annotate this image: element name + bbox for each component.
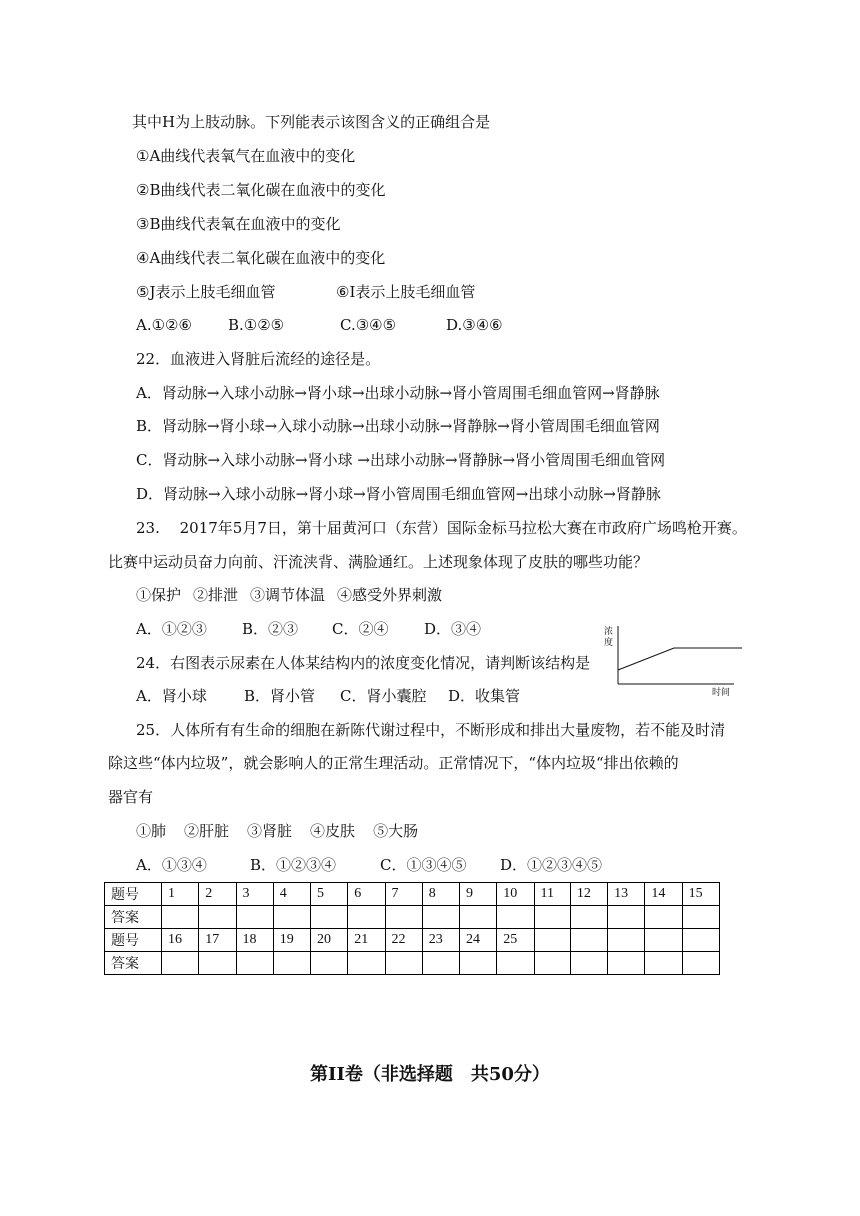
table-cell: 6	[348, 883, 385, 906]
answer-cell[interactable]	[422, 952, 459, 975]
table-cell: 7	[385, 883, 422, 906]
table-cell: 15	[682, 883, 719, 906]
q21-choice-a: A.①②⑥	[136, 316, 192, 334]
answer-table-row-numbers-2	[105, 929, 720, 952]
answer-cell[interactable]	[570, 952, 607, 975]
answer-cell[interactable]	[273, 952, 310, 975]
answer-cell[interactable]	[162, 906, 199, 929]
q21-option-4: ④A曲线代表二氧化碳在血液中的变化	[136, 249, 386, 267]
q22-option-a: A．肾动脉→入球小动脉→肾小球→出球小动脉→肾小管周围毛细血管网→肾静脉	[136, 384, 660, 402]
table-cell: 24	[460, 929, 497, 952]
answer-cell[interactable]	[236, 952, 273, 975]
answer-cell[interactable]	[162, 952, 199, 975]
q25-items	[136, 821, 418, 841]
table-cell: 20	[311, 929, 348, 952]
answer-table-row-answers-2	[105, 952, 720, 975]
answer-cell[interactable]	[199, 906, 236, 929]
table-cell	[608, 929, 645, 952]
q22-stem: 22．血液进入肾脏后流经的途径是。	[136, 350, 381, 368]
table-cell: 23	[422, 929, 459, 952]
graph-ylabel-2: 度	[604, 638, 614, 648]
graph-ylabel-1: 浓	[604, 627, 614, 637]
q23-stem-line1: 23. 2017年5月7日，第十届黄河口（东营）国际金标马拉松大赛在市政府广场鸣枪开赛。	[136, 519, 747, 537]
answer-cell[interactable]	[497, 952, 534, 975]
q23-items	[136, 585, 442, 605]
q25-item-2: ②肝脏	[184, 822, 230, 840]
q21-choice-c: C.③④⑤	[340, 316, 397, 334]
q25-choice-a: A．①③④	[136, 856, 207, 874]
q22-option-c: C．肾动脉→入球小动脉→肾小球 →出球小动脉→肾静脉→肾小管周围毛细血管网	[136, 451, 666, 469]
q24-concentration-graph	[602, 622, 742, 698]
table-cell: 11	[534, 883, 570, 906]
q21-option-3: ③B曲线代表氧在血液中的变化	[136, 215, 341, 233]
table-cell	[570, 929, 607, 952]
table-label-answer: 答案	[105, 906, 162, 929]
answer-cell[interactable]	[534, 906, 570, 929]
q25-item-4: ④皮肤	[310, 822, 356, 840]
table-cell	[534, 929, 570, 952]
q24-stem: 24．右图表示尿素在人体某结构内的浓度变化情况，请判断该结构是	[136, 654, 591, 672]
q23-item-2: ②排泄	[193, 586, 239, 604]
q24-choice-d: D．收集管	[448, 687, 521, 705]
answer-cell[interactable]	[348, 952, 385, 975]
q25-stem-line3: 器官有	[108, 788, 154, 806]
table-cell: 10	[497, 883, 534, 906]
answer-cell[interactable]	[236, 906, 273, 929]
q21-option-5: ⑤J表示上肢毛细血管	[136, 283, 276, 301]
table-cell: 13	[608, 883, 645, 906]
table-label-question: 题号	[105, 883, 162, 906]
table-cell: 22	[385, 929, 422, 952]
q25-item-3: ③肾脏	[247, 822, 293, 840]
table-cell: 8	[422, 883, 459, 906]
q21-stem-tail: 其中H为上肢动脉。下列能表示该图含义的正确组合是	[132, 113, 491, 131]
answer-cell[interactable]	[534, 952, 570, 975]
answer-cell[interactable]	[645, 906, 682, 929]
answer-table-row-answers-1	[105, 906, 720, 929]
table-cell: 16	[162, 929, 199, 952]
q21-choice-b: B.①②⑤	[228, 316, 285, 334]
q22-option-b: B．肾动脉→肾小球→入球小动脉→出球小动脉→肾静脉→肾小管周围毛细血管网	[136, 417, 660, 435]
table-label-question: 题号	[105, 929, 162, 952]
q21-option-2: ②B曲线代表二氧化碳在血液中的变化	[136, 181, 386, 199]
answer-cell[interactable]	[682, 952, 719, 975]
graph-xlabel: 时间	[712, 688, 731, 698]
table-cell: 14	[645, 883, 682, 906]
q25-stem-line1: 25．人体所有有生命的细胞在新陈代谢过程中，不断形成和排出大量废物，若不能及时清	[136, 721, 726, 739]
q21-choice-d: D.③④⑥	[446, 316, 503, 334]
answer-cell[interactable]	[497, 906, 534, 929]
table-cell: 1	[162, 883, 199, 906]
q21-option-6: ⑥I表示上肢毛细血管	[336, 283, 476, 301]
q23-item-3: ③调节体温	[250, 586, 326, 604]
answer-cell[interactable]	[273, 906, 310, 929]
section-2-title: 第II卷（非选择题 共50分）	[310, 1064, 550, 1085]
table-cell: 2	[199, 883, 236, 906]
answer-cell[interactable]	[311, 906, 348, 929]
table-cell: 21	[348, 929, 385, 952]
q23-choice-d: D．③④	[424, 620, 482, 638]
answer-cell[interactable]	[348, 906, 385, 929]
answer-cell[interactable]	[645, 952, 682, 975]
table-cell: 17	[199, 929, 236, 952]
answer-cell[interactable]	[385, 906, 422, 929]
answer-cell[interactable]	[570, 906, 607, 929]
answer-cell[interactable]	[460, 906, 497, 929]
q23-stem-line2: 比赛中运动员奋力向前、汗流浃背、满脸通红。上述现象体现了皮肤的哪些功能？	[108, 553, 649, 571]
graph-curve	[618, 648, 742, 670]
answer-cell[interactable]	[385, 952, 422, 975]
q23-choice-b: B．②③	[242, 620, 299, 638]
answer-cell[interactable]	[460, 952, 497, 975]
table-cell: 12	[570, 883, 607, 906]
table-cell: 19	[273, 929, 310, 952]
table-cell: 5	[311, 883, 348, 906]
q25-item-5: ⑤大肠	[373, 822, 419, 840]
q25-choice-b: B．①②③④	[250, 856, 337, 874]
q25-stem-line2: 除这些“体内垃圾”，就会影响人的正常生理活动。正常情况下，“体内垃圾“排出依赖的	[108, 754, 679, 772]
table-cell: 25	[497, 929, 534, 952]
table-cell: 3	[236, 883, 273, 906]
answer-cell[interactable]	[422, 906, 459, 929]
answer-cell[interactable]	[682, 906, 719, 929]
table-cell: 18	[236, 929, 273, 952]
q23-item-1: ①保护	[136, 586, 182, 604]
table-cell: 4	[273, 883, 310, 906]
answer-cell[interactable]	[199, 952, 236, 975]
q23-choice-a: A．①②③	[136, 620, 207, 638]
answer-table-row-numbers-1	[105, 883, 720, 906]
answer-cell[interactable]	[311, 952, 348, 975]
q21-option-1: ①A曲线代表氧气在血液中的变化	[136, 147, 356, 165]
q24-choice-b: B．肾小管	[244, 687, 316, 705]
table-label-answer: 答案	[105, 952, 162, 975]
q24-choice-c: C．肾小囊腔	[340, 687, 427, 705]
q23-item-4: ④感受外界刺激	[337, 586, 443, 604]
q22-option-d: D．肾动脉→入球小动脉→肾小球→肾小管周围毛细血管网→出球小动脉→肾静脉	[136, 485, 661, 503]
q25-choice-d: D．①②③④⑤	[500, 856, 603, 874]
q23-choice-c: C．②④	[332, 620, 389, 638]
answer-table	[104, 882, 720, 975]
q25-item-1: ①肺	[136, 822, 167, 840]
table-cell	[645, 929, 682, 952]
q25-choice-c: C．①③④⑤	[380, 856, 467, 874]
q24-choice-a: A．肾小球	[136, 687, 207, 705]
table-cell: 9	[460, 883, 497, 906]
table-cell	[682, 929, 719, 952]
answer-cell[interactable]	[608, 906, 645, 929]
answer-cell[interactable]	[608, 952, 645, 975]
